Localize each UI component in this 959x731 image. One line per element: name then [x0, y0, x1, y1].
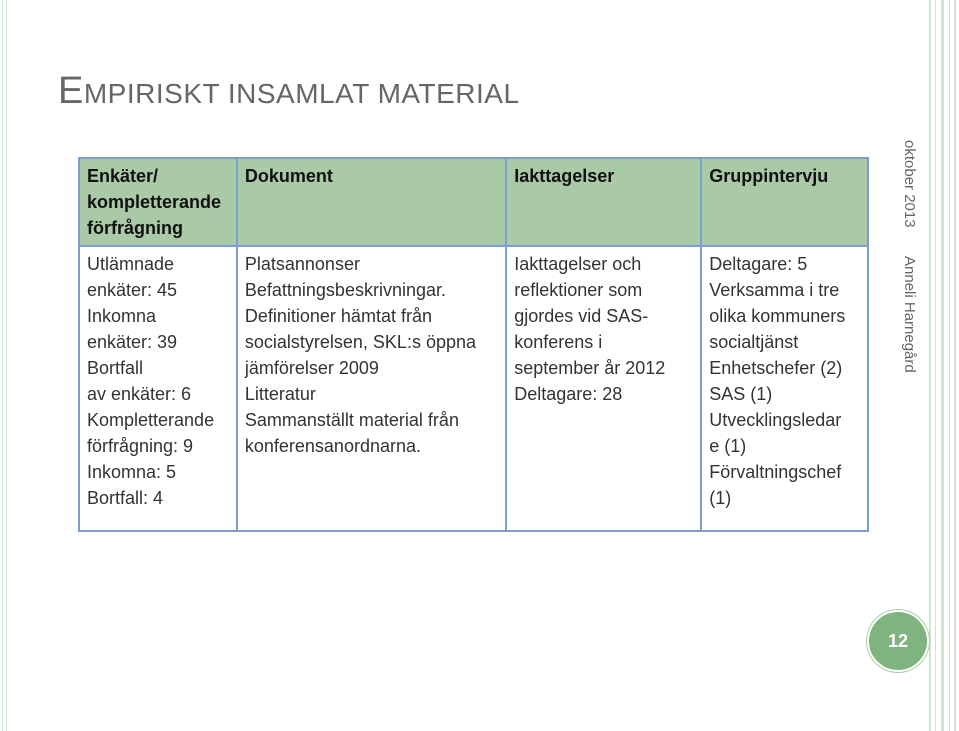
cell-line: Inkomna	[87, 306, 157, 326]
header-gruppintervju: Gruppintervju	[701, 158, 868, 246]
page-number-badge: 12	[867, 610, 929, 672]
cell-line: Inkomna: 5	[87, 462, 177, 482]
cell-line: Förvaltningschef	[709, 462, 842, 482]
cell-line: olika kommuners	[709, 306, 846, 326]
cell-line: Bortfall	[87, 358, 144, 378]
header-enkater: Enkäter/ kompletterande förfrågning	[79, 158, 237, 246]
cell-line: av enkäter: 6	[87, 384, 192, 404]
cell-line: Bortfall: 4	[87, 488, 164, 508]
cell-line: e (1)	[709, 436, 747, 456]
cell-dokument	[237, 246, 506, 531]
cell-line: reflektioner som	[514, 280, 643, 300]
cell-line: Definitioner hämtat från	[244, 306, 432, 326]
cell-line: socialtjänst	[709, 332, 799, 352]
slide-title	[58, 70, 520, 113]
cell-line: Utvecklingsledar	[709, 410, 842, 430]
header-iakttagelser: Iakttagelser	[506, 158, 701, 246]
cell-line: konferensanordnarna.	[244, 436, 421, 456]
right-decoration	[927, 0, 959, 731]
cell-line: SAS (1)	[709, 384, 773, 404]
cell-line: gjordes vid SAS-	[514, 306, 649, 326]
cell-line: Platsannonser	[244, 254, 360, 274]
cell-line: Iakttagelser och	[514, 254, 642, 274]
cell-line: september år 2012	[514, 358, 666, 378]
cell-line: Verksamma i tre	[709, 280, 840, 300]
cell-line: enkäter: 45	[87, 280, 178, 300]
title-rest: MPIRISKT INSAMLAT MATERIAL	[83, 78, 520, 109]
cell-line: Befattningsbeskrivningar.	[244, 280, 446, 300]
table-row	[79, 246, 868, 531]
cell-line: (1)	[709, 488, 732, 508]
cell-line: förfrågning: 9	[87, 436, 194, 456]
cell-gruppintervju	[701, 246, 868, 531]
title-first-letter: E	[58, 70, 84, 112]
left-decoration	[0, 0, 9, 731]
material-table	[78, 157, 869, 532]
cell-line: enkäter: 39	[87, 332, 178, 352]
cell-line: konferens i	[514, 332, 603, 352]
cell-line: Deltagare: 28	[514, 384, 623, 404]
cell-line: Litteratur	[244, 384, 316, 404]
cell-line: Sammanställt material från	[244, 410, 459, 430]
header-dokument: Dokument	[237, 158, 506, 246]
side-author: Anneli Harnegård	[901, 256, 918, 373]
table-header-row	[79, 158, 868, 246]
cell-line: Deltagare: 5	[709, 254, 808, 274]
cell-enkater	[79, 246, 237, 531]
cell-line: Enhetschefer (2)	[709, 358, 843, 378]
cell-line: jämförelser 2009	[244, 358, 379, 378]
side-date: oktober 2013	[901, 140, 918, 228]
cell-line: Kompletterande	[87, 410, 215, 430]
cell-line: Utlämnade	[87, 254, 175, 274]
cell-line: socialstyrelsen, SKL:s öppna	[244, 332, 477, 352]
cell-iakttagelser	[506, 246, 701, 531]
